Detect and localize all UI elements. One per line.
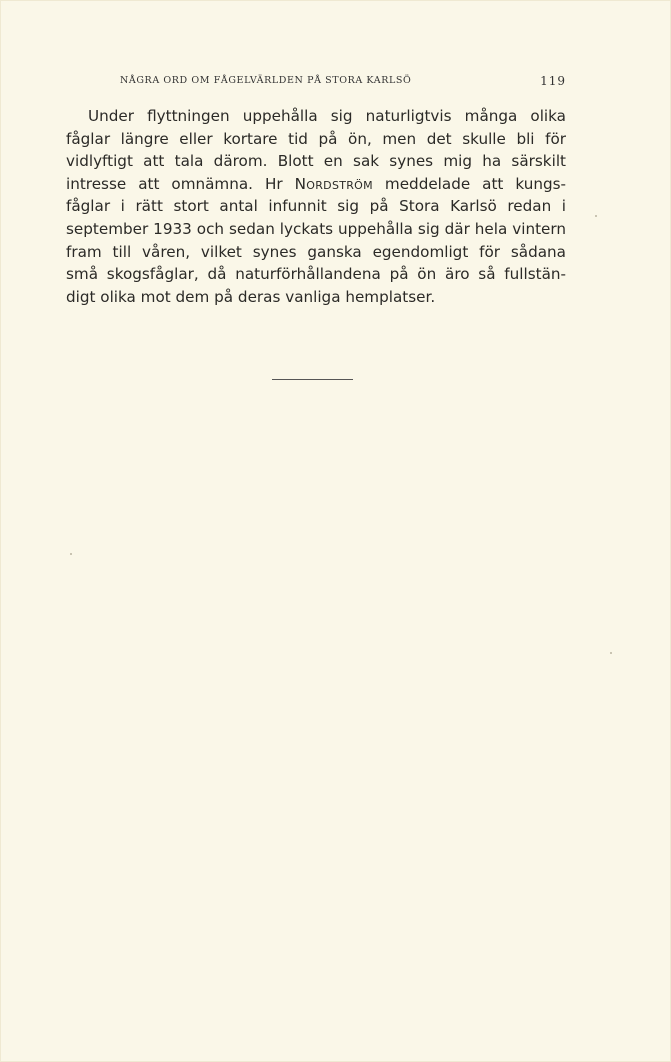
paper-speck [595, 215, 597, 217]
text-line [66, 263, 566, 286]
text-line [66, 286, 566, 309]
text-line-content: digt olika mot dem på deras vanliga hemplatser. [66, 287, 436, 306]
text-line [66, 218, 566, 241]
text-line-content: fram till våren, vilket synes ganska egendomligt för sådana [66, 242, 566, 261]
person-name-nordstrom: Nordström [294, 174, 373, 193]
text-line-content: vidlyftigt att tala därom. Blott en sak synes mig ha särskilt [66, 152, 566, 171]
section-end-rule [272, 379, 353, 380]
page-number: 119 [540, 74, 566, 88]
running-head-title: NÅGRA ORD OM FÅGELVÄRLDEN PÅ STORA KARLSÖ [120, 75, 412, 86]
paper-speck [70, 553, 72, 555]
text-line [66, 173, 566, 196]
paper-speck [610, 652, 612, 654]
text-line-content: fåglar längre eller kortare tid på ön, men det skulle bli för [66, 129, 566, 148]
text-line [66, 241, 566, 264]
body-paragraph [66, 105, 566, 308]
text-line [66, 150, 566, 173]
text-line-content: fåglar i rätt stort antal infunnit sig på Stora Karlsö redan i [66, 197, 566, 216]
text-line [66, 195, 566, 218]
text-line-content: meddelade att kungs- [372, 174, 566, 193]
text-line [66, 105, 566, 128]
text-line-content: små skogsfåglar, då naturförhållandena på ön äro så fullstän- [66, 265, 566, 284]
text-line [66, 128, 566, 151]
text-line-content: september 1933 och sedan lyckats uppehålla sig där hela vintern [66, 219, 566, 238]
text-line-content: Under flyttningen uppehålla sig naturligtvis många olika [88, 107, 566, 125]
running-head [66, 75, 566, 91]
text-line-content: intresse att omnämna. Hr [66, 174, 295, 193]
